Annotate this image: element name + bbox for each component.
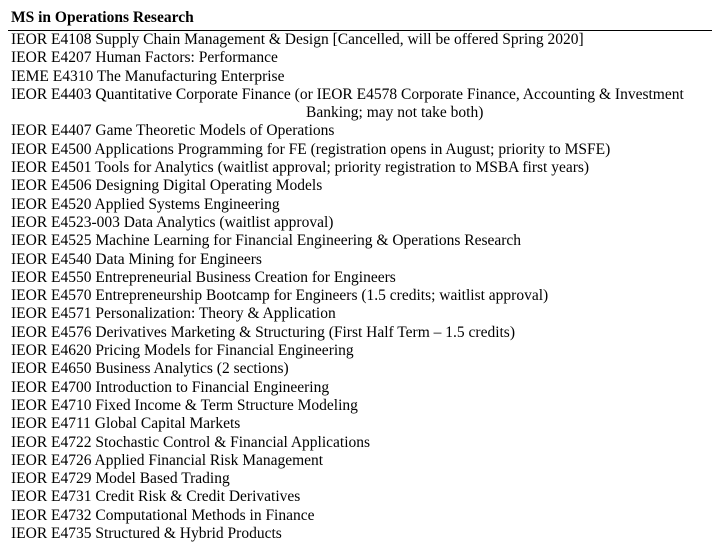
course-item: IEOR E4523-003 Data Analytics (waitlist approval): [11, 213, 334, 231]
course-item: IEOR E4525 Machine Learning for Financial Engineering & Operations Research: [11, 232, 522, 250]
course-item: IEOR E4731 Credit Risk & Credit Derivatives: [11, 488, 301, 506]
course-item: IEOR E4735 Structured & Hybrid Products: [11, 525, 282, 543]
course-item: IEOR E4700 Introduction to Financial Engineering: [11, 378, 330, 396]
section-heading: MS in Operations Research: [11, 9, 194, 26]
course-list: [11, 31, 711, 543]
course-item: IEME E4310 The Manufacturing Enterprise: [11, 67, 285, 85]
course-item: IEOR E4407 Game Theoretic Models of Operations: [11, 122, 335, 140]
course-item: IEOR E4576 Derivatives Marketing & Structuring (First Half Term – 1.5 credits): [11, 323, 515, 341]
course-item: IEOR E4207 Human Factors: Performance: [11, 49, 278, 67]
course-item: IEOR E4403 Quantitative Corporate Finance (or IEOR E4578 Corporate Finance, Accounting & Investment: [11, 85, 684, 103]
course-item: IEOR E4722 Stochastic Control & Financial Applications: [11, 433, 371, 451]
section-header: [8, 0, 712, 31]
course-item: IEOR E4620 Pricing Models for Financial Engineering: [11, 342, 354, 360]
course-item: IEOR E4506 Designing Digital Operating Models: [11, 177, 323, 195]
course-item: IEOR E4650 Business Analytics (2 sections): [11, 360, 289, 378]
course-item: IEOR E4710 Fixed Income & Term Structure Modeling: [11, 396, 358, 414]
course-item: IEOR E4540 Data Mining for Engineers: [11, 250, 262, 268]
course-item: IEOR E4711 Global Capital Markets: [11, 415, 241, 433]
course-item: IEOR E4570 Entrepreneurship Bootcamp for Engineers (1.5 credits; waitlist approval): [11, 287, 549, 305]
course-item: IEOR E4729 Model Based Trading: [11, 470, 230, 488]
course-item-continuation: Banking; may not take both): [306, 104, 484, 122]
course-item: IEOR E4550 Entrepreneurial Business Creation for Engineers: [11, 268, 396, 286]
course-item: IEOR E4108 Supply Chain Management & Design [Cancelled, will be offered Spring 2020]: [11, 31, 584, 48]
course-item: IEOR E4571 Personalization: Theory & Application: [11, 305, 336, 323]
course-item: IEOR E4726 Applied Financial Risk Management: [11, 451, 324, 469]
course-item: IEOR E4500 Applications Programming for FE (registration opens in August; priority to MSFE): [11, 140, 611, 158]
course-item: IEOR E4501 Tools for Analytics (waitlist approval; priority registration to MSBA first years): [11, 159, 590, 177]
course-item: IEOR E4732 Computational Methods in Finance: [11, 506, 315, 524]
course-item: IEOR E4520 Applied Systems Engineering: [11, 195, 280, 213]
